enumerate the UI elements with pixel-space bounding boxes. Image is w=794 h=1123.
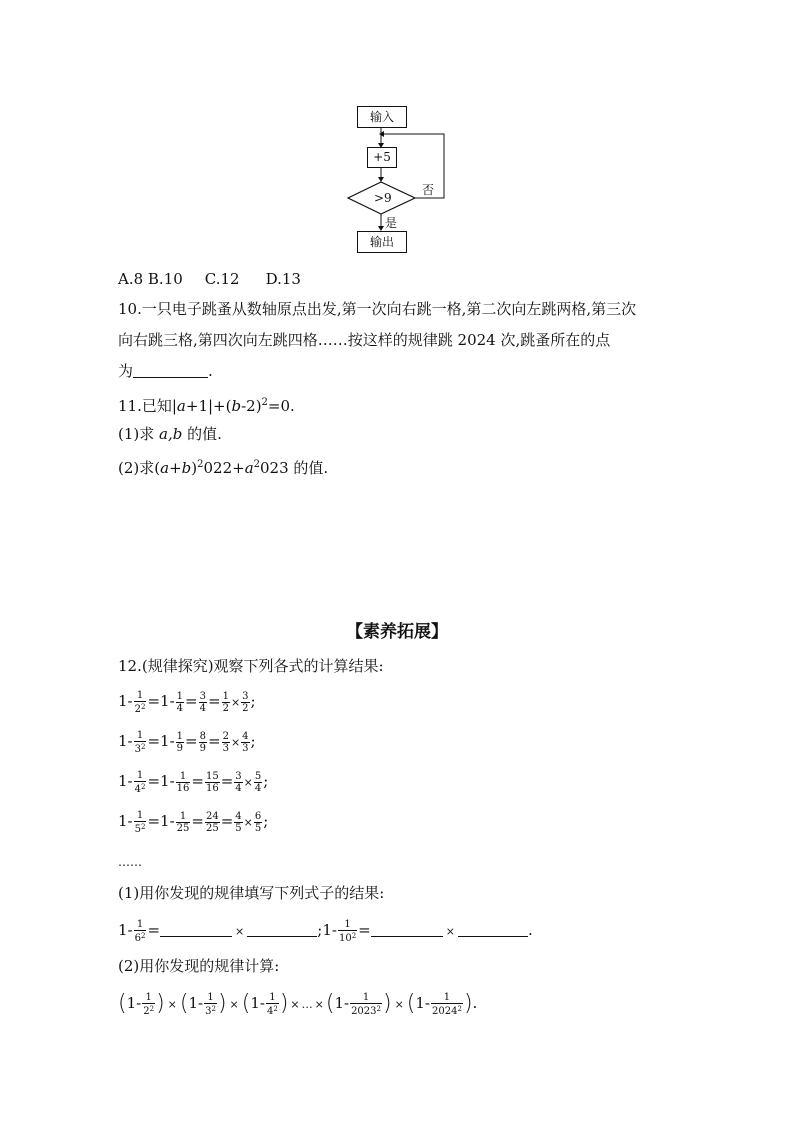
q12-fill-line xyxy=(118,917,533,945)
q12-stem: 12.(规律探究)观察下列各式的计算结果: xyxy=(118,657,384,675)
one-minus: 1- xyxy=(118,921,133,939)
q11-part1-text: 的值. xyxy=(182,425,222,443)
equals: = xyxy=(191,812,204,830)
equals: = xyxy=(185,692,198,710)
equals: = xyxy=(147,921,161,939)
fraction: $\frac{4}{3}$ xyxy=(242,730,249,754)
fraction: $\frac{1}{2^2}$ xyxy=(143,991,155,1017)
equals: = xyxy=(147,812,161,830)
fraction: $\frac{5}{4}$ xyxy=(254,770,262,794)
times: × xyxy=(445,925,455,938)
times: × xyxy=(230,696,241,709)
one-minus: 1- xyxy=(118,692,133,710)
var-b: b xyxy=(181,459,192,477)
equals: = xyxy=(208,732,221,750)
close-paren: ) xyxy=(191,459,198,477)
fraction: $\frac{1}{4^2}$ xyxy=(266,991,278,1017)
fraction: $\frac{1}{10^2}$ xyxy=(338,918,357,944)
vars-ab: a,b xyxy=(159,425,183,443)
var-a: a xyxy=(176,397,186,415)
product-dots: … xyxy=(301,998,313,1011)
var-a: a xyxy=(160,459,170,477)
fraction: $\frac{8}{9}$ xyxy=(199,730,206,754)
answer-blank xyxy=(133,363,208,378)
fraction: $\frac{1}{2}$ xyxy=(222,690,229,714)
option-d: D.13 xyxy=(265,270,301,288)
equals: = xyxy=(147,772,161,790)
one-minus: 1- xyxy=(160,732,175,750)
row-end: ; xyxy=(250,692,256,710)
q11-part2 xyxy=(118,455,328,478)
ellipsis: …… xyxy=(118,855,142,869)
times: × xyxy=(243,816,253,829)
times: × xyxy=(230,736,241,749)
equals: = xyxy=(220,772,234,790)
flowchart-add-box: +5 xyxy=(367,147,397,168)
q10-line1: 10.一只电子跳蚤从数轴原点出发,第一次向右跳一格,第二次向左跳两格,第三次 xyxy=(118,300,637,318)
one-minus: 1- xyxy=(118,772,133,790)
period: . xyxy=(472,994,478,1012)
fraction: $\frac{1}{25}$ xyxy=(176,810,190,834)
var-a: a xyxy=(244,459,254,477)
fraction: $\frac{24}{25}$ xyxy=(205,810,219,834)
option-c: C.12 xyxy=(204,270,240,288)
one-minus: 1- xyxy=(160,772,175,790)
flowchart-no-label: 否 xyxy=(422,183,435,197)
equals: = xyxy=(208,692,221,710)
fraction: $\frac{15}{16}$ xyxy=(205,770,219,794)
equals: = xyxy=(191,772,204,790)
fraction: $\frac{1}{16}$ xyxy=(176,770,190,794)
fraction: $\frac{1}{2024^2}$ xyxy=(432,991,462,1017)
row-end: ; xyxy=(263,812,269,830)
var-b: b xyxy=(231,397,242,415)
q10-prefix: 为 xyxy=(118,362,134,380)
exponent: 2 xyxy=(261,397,268,408)
exponent: 2 xyxy=(197,459,204,470)
pattern-row xyxy=(118,728,256,756)
fraction: $\frac{1}{3^2}$ xyxy=(134,729,146,755)
one-minus: 1- xyxy=(118,732,133,750)
row-end: ; xyxy=(250,732,256,750)
equals: = xyxy=(220,812,234,830)
times: × xyxy=(243,776,253,789)
fraction: $\frac{2}{3}$ xyxy=(222,730,229,754)
fraction: $\frac{3}{4}$ xyxy=(235,770,242,794)
q12-product: (1- $\frac{1}{2^2}$ ) × (1- $\frac{1}{3^2}$ ) × (1- $\frac{1}{4^2}$ ) × … ×(1- $\frac{1}{2023^2}$ ) × (1- $\frac{1}{2024^2}$ ). xyxy=(118,991,478,1017)
q11-part2-text: (2)求( xyxy=(118,459,161,477)
fraction: $\frac{3}{2}$ xyxy=(242,690,249,714)
one-minus: 1- xyxy=(160,692,175,710)
separator: ; xyxy=(317,921,323,939)
fraction: $\frac{1}{2023^2}$ xyxy=(351,991,381,1017)
section-heading: 【素养拓展】 xyxy=(346,622,448,642)
q10-suffix: . xyxy=(208,362,213,380)
fraction: $\frac{1}{3^2}$ xyxy=(205,991,216,1017)
answer-blank xyxy=(247,922,317,937)
q11-stem-text: +1|+( xyxy=(185,397,232,415)
q12-part2: (2)用你发现的规律计算: xyxy=(118,957,280,975)
flowchart-output-box: 输出 xyxy=(357,231,407,253)
one-minus: 1- xyxy=(160,812,175,830)
q11-stem-text: =0. xyxy=(267,397,295,415)
flowchart-condition: >9 xyxy=(374,191,392,205)
equals: = xyxy=(147,732,161,750)
fraction: $\frac{4}{5}$ xyxy=(235,810,242,834)
q11-part1-text: (1)求 xyxy=(118,425,160,443)
fraction: $\frac{1}{4^2}$ xyxy=(134,769,146,795)
fraction: $\frac{6}{5}$ xyxy=(254,810,262,834)
q9-options xyxy=(118,269,301,289)
answer-blank xyxy=(458,922,528,937)
q10-line2: 向右跳三格,第四次向左跳四格……按这样的规律跳 2024 次,跳蚤所在的点 xyxy=(118,331,611,349)
q11-part2-text: 022+ xyxy=(203,459,245,477)
one-minus: 1- xyxy=(322,921,337,939)
pattern-row xyxy=(118,808,268,836)
q11-part2-text: 023 的值. xyxy=(260,459,329,477)
equals: = xyxy=(358,921,371,939)
q11-stem-text: 11.已知| xyxy=(118,397,177,415)
pattern-row xyxy=(118,688,256,716)
row-end: ; xyxy=(263,772,269,790)
q12-part1: (1)用你发现的规律填写下列式子的结果: xyxy=(118,884,385,902)
flowchart-yes-label: 是 xyxy=(385,216,398,230)
q11-stem-text: -2) xyxy=(241,397,262,415)
equals: = xyxy=(185,732,198,750)
one-minus: 1- xyxy=(118,812,133,830)
fraction: $\frac{1}{5^2}$ xyxy=(134,809,146,835)
q10-line3 xyxy=(118,361,213,381)
flowchart-input-box: 输入 xyxy=(357,106,407,128)
fraction: $\frac{1}{4}$ xyxy=(176,690,184,714)
fraction: $\frac{1}{6^2}$ xyxy=(134,918,146,944)
period: . xyxy=(527,921,533,939)
fraction: $\frac{3}{4}$ xyxy=(199,690,206,714)
equals: = xyxy=(147,692,161,710)
fraction: $\frac{1}{2^2}$ xyxy=(134,689,146,715)
times: × xyxy=(235,925,245,938)
pattern-row xyxy=(118,768,268,796)
fraction: $\frac{1}{9}$ xyxy=(176,730,184,754)
q11-part1 xyxy=(118,424,222,444)
option-ab: A.8 B.10 xyxy=(118,270,183,288)
q11-stem xyxy=(118,393,295,416)
answer-blank xyxy=(160,922,232,937)
plus: + xyxy=(169,459,182,477)
answer-blank xyxy=(371,922,443,937)
exponent: 2 xyxy=(253,459,261,470)
